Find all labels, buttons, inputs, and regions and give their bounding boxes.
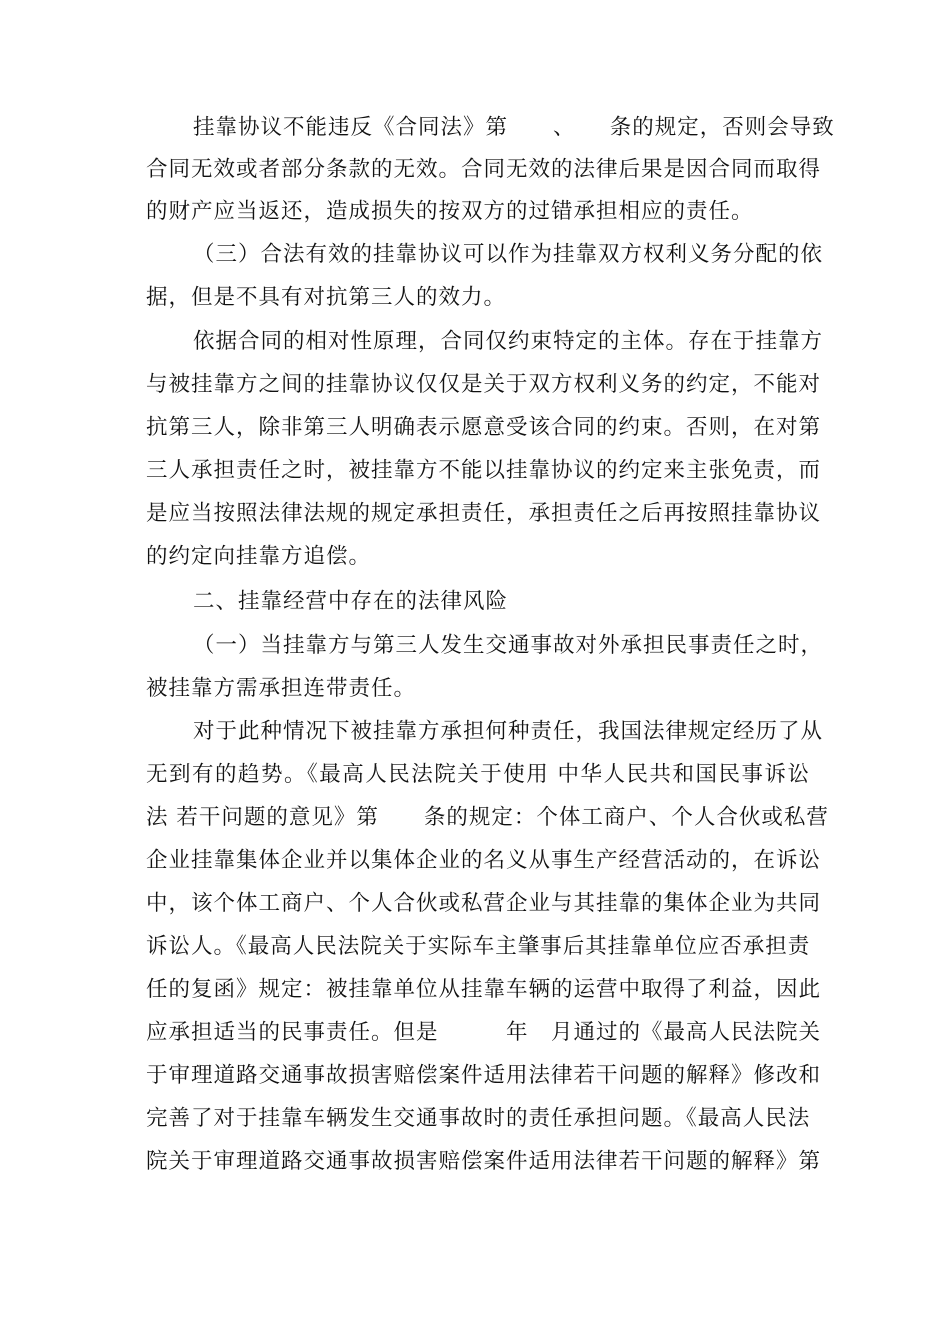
text-line: 被挂靠方需承担连带责任。: [146, 676, 417, 701]
text-line: 抗第三人，除非第三人明确表示愿意受该合同的约束。否则，在对第: [146, 415, 822, 440]
text-line: 院关于审理道路交通事故损害赔偿案件适用法律若干问题的解释》第: [146, 1149, 822, 1174]
text-line: 中，该个体工商户、个人合伙或私营企业与其挂靠的集体企业为共同: [146, 891, 822, 916]
text-line: 挂靠协议不能违反《合同法》第 、 条的规定，否则会导致: [193, 115, 835, 140]
text-line: 依据合同的相对性原理，合同仅约束特定的主体。存在于挂靠方: [193, 329, 824, 354]
text-line: 对于此种情况下被挂靠方承担何种责任，我国法律规定经历了从: [193, 719, 824, 744]
text-line: 任的复函》规定：被挂靠单位从挂靠车辆的运营中取得了利益，因此: [146, 977, 822, 1002]
text-line: （一）当挂靠方与第三人发生交通事故对外承担民事责任之时，: [193, 633, 824, 658]
text-line: 与被挂靠方之间的挂靠协议仅仅是关于双方权利义务的约定，不能对: [146, 372, 822, 397]
text-line: 企业挂靠集体企业并以集体企业的名义从事生产经营活动的，在诉讼: [146, 848, 822, 873]
text-line: 的财产应当返还，造成损失的按双方的过错承担相应的责任。: [146, 199, 754, 224]
text-line: （三）合法有效的挂靠协议可以作为挂靠双方权利义务分配的依: [193, 242, 824, 267]
text-line: 完善了对于挂靠车辆发生交通事故时的责任承担问题。《最高人民法: [146, 1106, 811, 1131]
text-line: 的约定向挂靠方追偿。: [146, 544, 372, 569]
section-heading: 二、挂靠经营中存在的法律风险: [193, 589, 509, 614]
text-line: 无到有的趋势。《最高人民法院关于使用 中华人民共和国民事诉讼: [146, 762, 810, 787]
text-line: 法 若干问题的意见》第 条的规定：个体工商户、个人合伙或私营: [146, 805, 829, 830]
text-line: 于审理道路交通事故损害赔偿案件适用法律若干问题的解释》修改和: [146, 1063, 822, 1088]
text-line: 应承担适当的民事责任。但是 年 月通过的《最高人民法院关: [146, 1020, 822, 1045]
text-line: 三人承担责任之时，被挂靠方不能以挂靠协议的约定来主张免责，而: [146, 458, 822, 483]
text-line: 诉讼人。《最高人民法院关于实际车主肇事后其挂靠单位应否承担责: [146, 934, 811, 959]
text-line: 据，但是不具有对抗第三人的效力。: [146, 285, 507, 310]
text-line: 合同无效或者部分条款的无效。合同无效的法律后果是因合同而取得: [146, 157, 822, 182]
text-line: 是应当按照法律法规的规定承担责任，承担责任之后再按照挂靠协议: [146, 501, 822, 526]
